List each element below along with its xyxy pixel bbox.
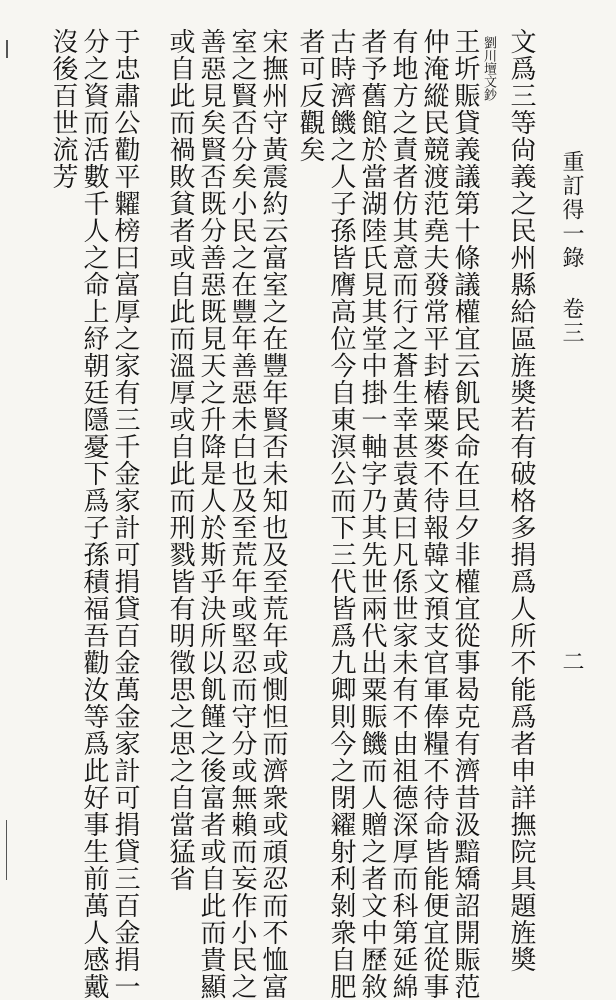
text-column-8: 宋撫州守黃震約云富室之在豐年賢否未知也及至荒年或惻怛而濟衆或頑忍而不恤富 <box>258 28 288 1000</box>
page-number: 二 <box>559 650 584 672</box>
text-column-9: 室之賢否分矣小民之在豐年善惡未白也及至荒年或堅忍而守分或無賴而妄作小民之 <box>227 28 257 1000</box>
text-column-4: 有地方之責者仿其意而行之蒼生幸甚袁黃曰凡係世家未有不由祖德深厚而科第延綿 <box>388 28 418 1000</box>
running-header: 重訂得一錄 卷三 <box>559 150 584 345</box>
source-annotation: 劉川壇文鈔 <box>481 36 496 101</box>
binding-edge-mark <box>6 40 8 58</box>
binding-edge-mark <box>6 820 7 880</box>
text-column-2: 王圻賑貸義議第十條議權宜云飢民命在旦夕非權宜從事曷克有濟昔汲黯矯詔開賑范 <box>450 28 480 1000</box>
text-column-6: 古時濟饑之人子孫皆膺高位今自東溟公而下三代皆爲九卿則今之閉糴射利剝衆自肥 <box>326 28 356 1000</box>
text-column-14: 沒後百世流芳 <box>48 28 78 190</box>
text-column-7: 者可反觀矣 <box>295 28 325 163</box>
text-column-13: 分之資而活數千人之命上紓朝廷隱憂下爲子孫積福吾勸汝等爲此好事生前萬人感戴 <box>79 28 109 1000</box>
text-column-1: 文爲三等尙義之民州縣給區旌奬若有破格多捐爲人所不能爲者申詳撫院具題旌奬 <box>506 28 536 973</box>
text-column-5: 者予舊館於當湖陸氏見其堂中掛一軸字乃其先世兩代出粟賑饑而人贈之者文中歷敘 <box>357 28 387 1000</box>
text-column-10: 善惡見矣賢否既分善惡既見天之升降是人於斯乎決所以飢饉之後富者或自此而貴顯 <box>196 28 226 1000</box>
text-column-11: 或自此而禍敗貧者或自此而溫厚或自此而刑戮皆有明徵思之思之自當猛省 <box>165 28 195 892</box>
text-column-3: 仲淹縱民競渡范堯夫發常平封樁粟麥不待報韓文預支官軍俸糧不待命皆能便宜從事 <box>419 28 449 1000</box>
text-column-12: 于忠肅公勸平糶榜曰富厚之家有三千金家計可捐貸百金萬金家計可捐貸三百金捐一 <box>110 28 140 1000</box>
